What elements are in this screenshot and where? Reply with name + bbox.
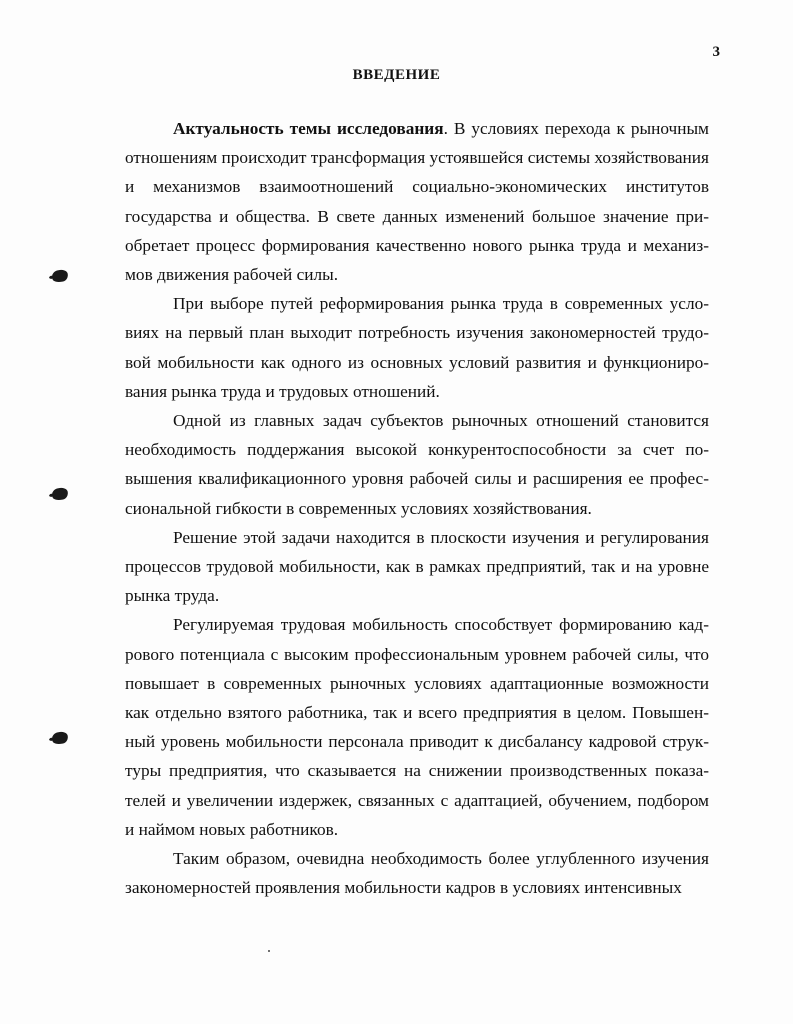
paragraph [125,114,709,289]
page-number: 3 [712,44,720,60]
punch-hole-mark [51,486,69,501]
paragraph-lead-bold: Актуальность темы исследования [173,119,444,138]
paragraph-text: При выборе путей реформирования рынка труда в современных условиях на первый план выходит потребность изучения закономерностей трудовой мобильности как одного из основных условий развития и функционирования рынка труда и трудовых отношений. [125,294,709,401]
section-heading: ВВЕДЕНИЕ [352,67,441,83]
paragraph [125,610,709,844]
paragraph [125,289,709,406]
paragraph-text: . В условиях перехода к рыночным отношениям происходит трансформация устоявшейся системы хозяйствования и механизмов взаимоотношений социально-экономических институтов государства и общества. В свете данных изменений большое значение приобретает процесс формирования качественно нового рынка труда и механизмов движения рабочей силы. [125,119,709,285]
paragraph-text: Регулируемая трудовая мобильность способствует формированию кадрового потенциала с высоким профессиональным уровнем рабочей силы, что повышает в современных рыночных условиях адаптационные возможности как отдельно взятого работника, так и всего предприятия в целом. Повышенный уровень мобильности персонала приводит к дисбалансу кадровой структуры предприятия, что сказывается на снижении производственных показателей и увеличении издержек, связанных с адаптацией, обучением, подбором и наймом новых работников. [125,615,709,839]
punch-hole-mark [51,268,69,283]
paragraph-text: Решение этой задачи находится в плоскости изучения и регулирования процессов трудовой мобильности, как в рамках предприятий, так и на уровне рынка труда. [125,527,709,606]
paragraph-text: Таким образом, очевидна необходимость более углубленного изучения закономерностей проявления мобильности кадров в условиях интенсивных [125,849,709,898]
paragraph [125,523,709,611]
paragraph [125,406,709,523]
paragraph [125,844,709,902]
scan-speck [268,950,270,952]
paragraph-text: Одной из главных задач субъектов рыночных отношений становится необходимость поддержания высокой конкурентоспособности за счет повышения квалификационного уровня рабочей силы и расширения ее профессиональной гибкости в современных условиях хозяйствования. [125,411,709,518]
punch-hole-mark [51,730,69,745]
body-text [125,114,709,902]
